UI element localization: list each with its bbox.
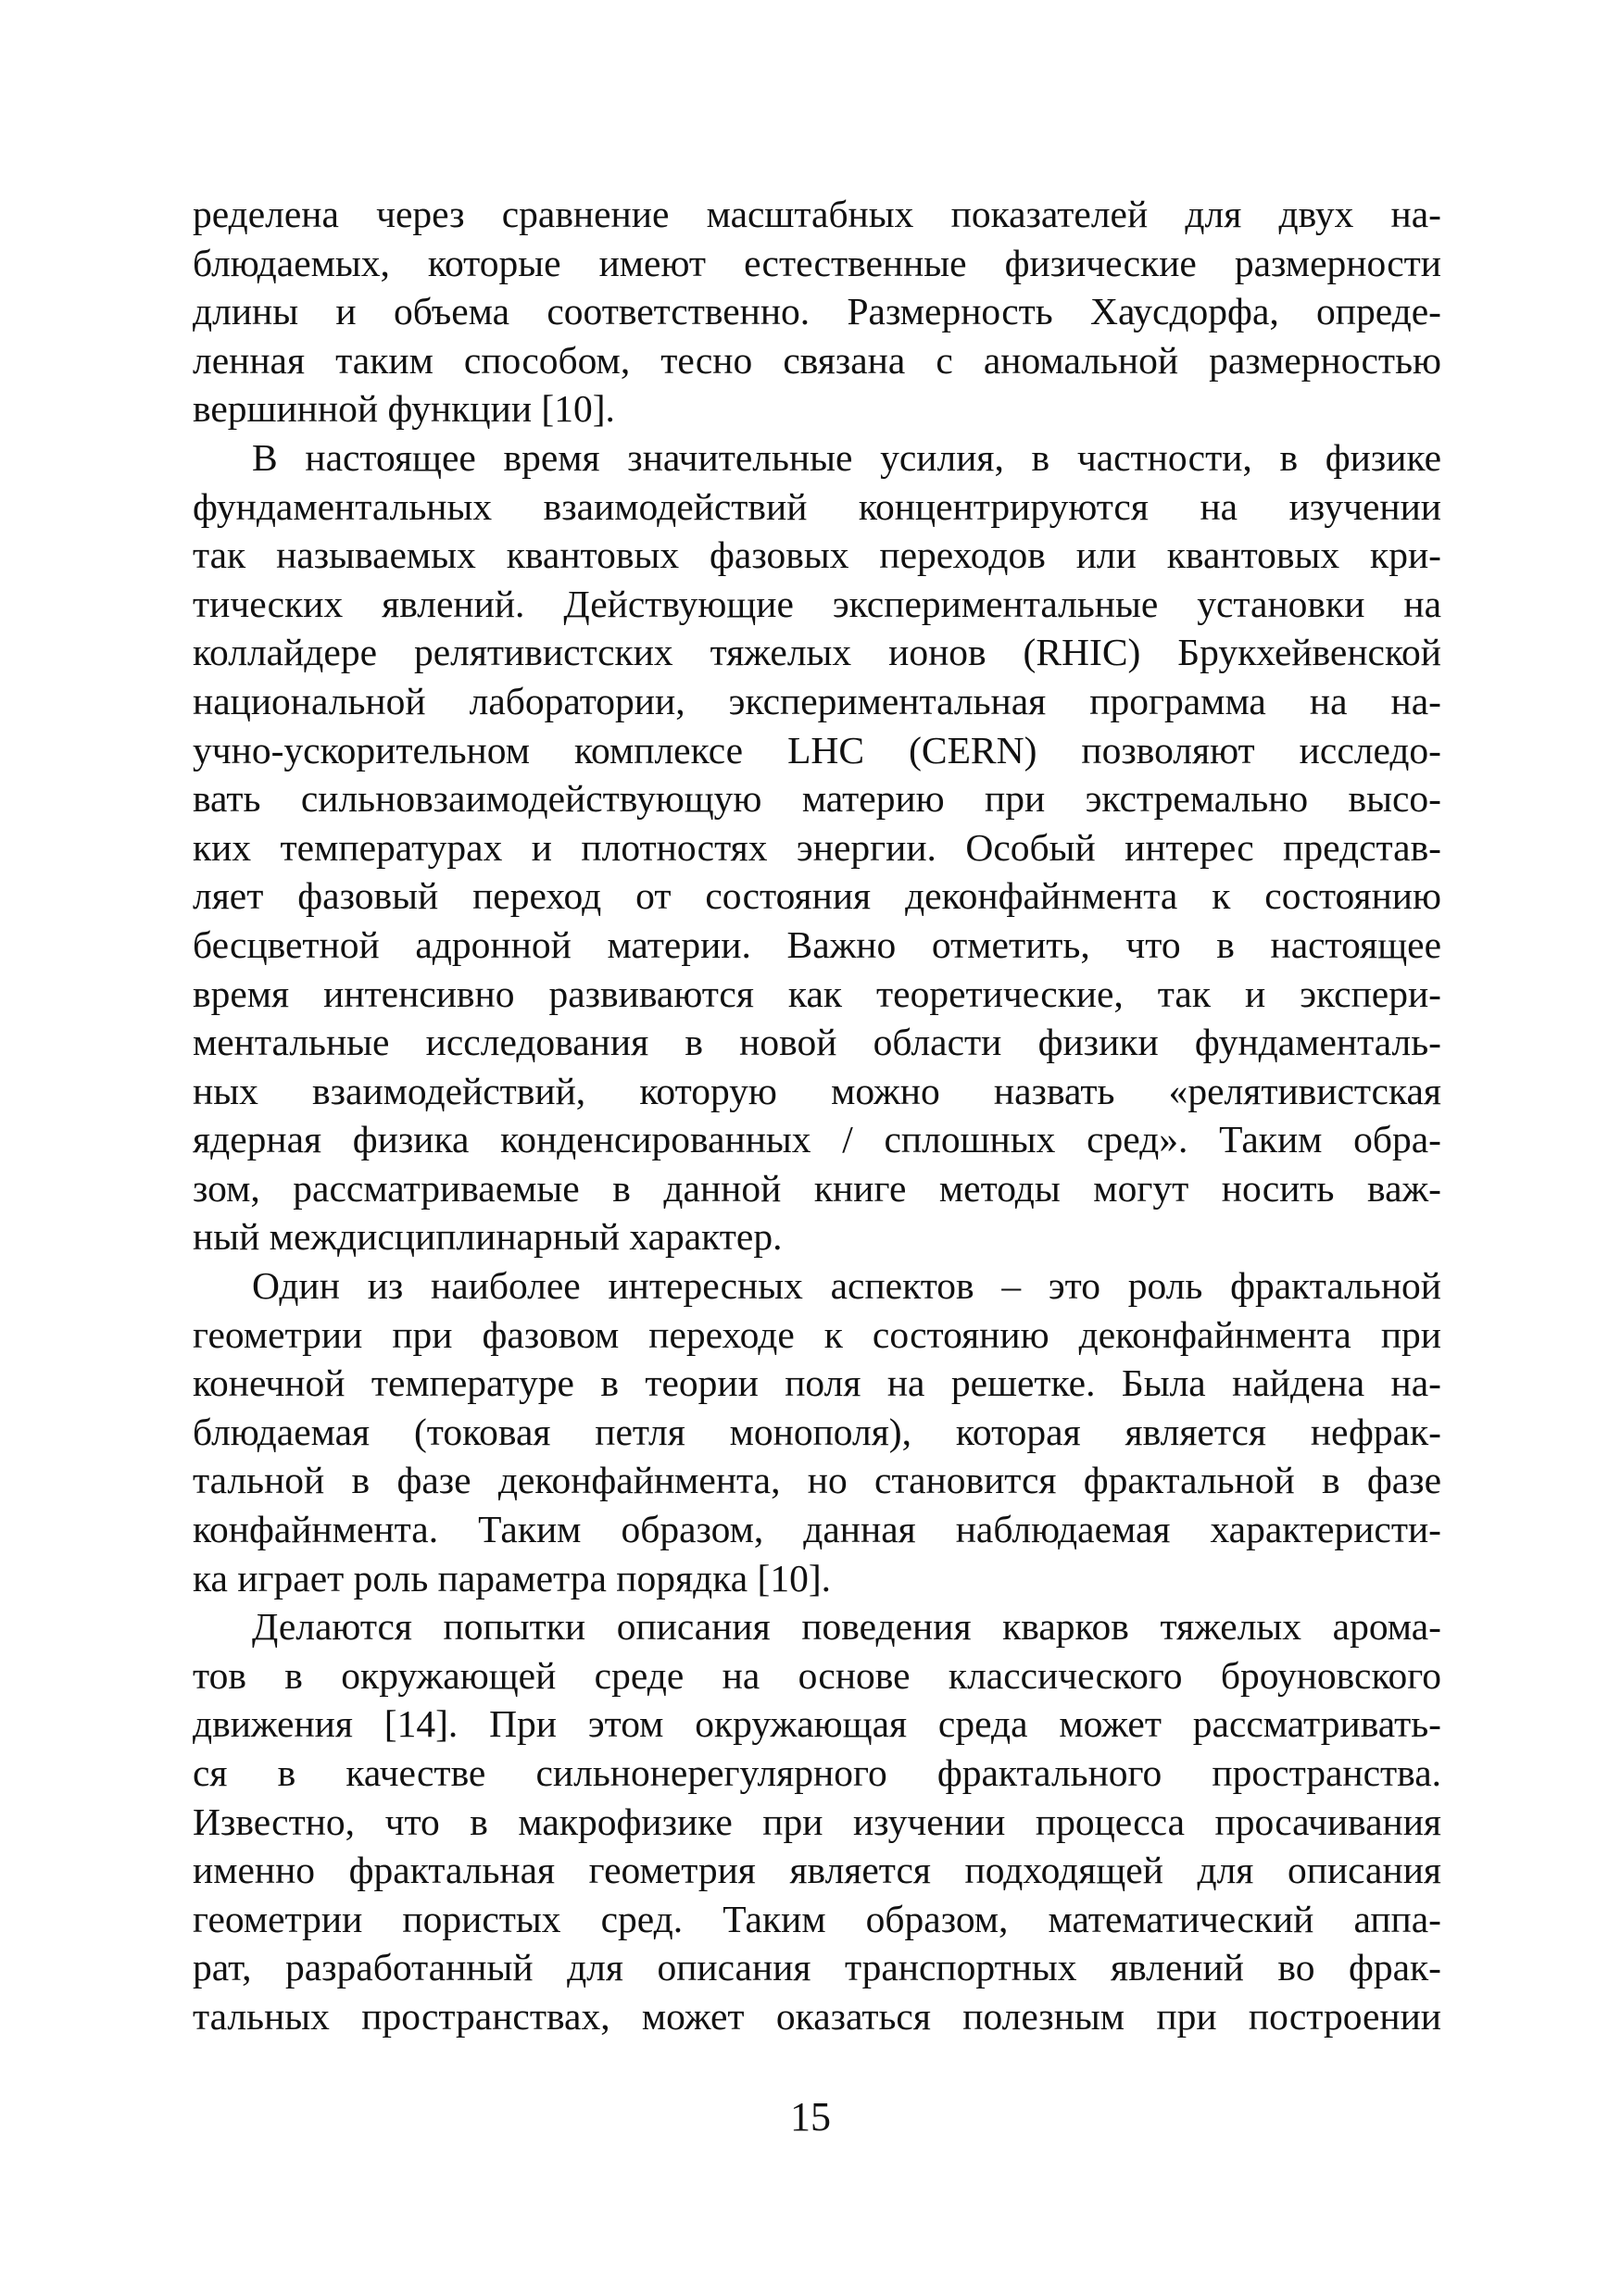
text-line: ядерная физика конденсированных / сплошных сред». Таким обра-	[193, 1118, 1441, 1161]
text-line: тальной в фазе деконфайнмента, но становится фрактальной в фазе	[193, 1459, 1441, 1502]
text-line: Один из наиболее интересных аспектов – это роль фрактальной	[252, 1264, 1441, 1308]
text-line: бесцветной адронной материи. Важно отметить, что в настоящее	[193, 922, 1441, 966]
text-line: ределена через сравнение масштабных показателей для двух на-	[193, 193, 1441, 235]
paragraph	[193, 1602, 1441, 2040]
text-line: ный междисциплинарный характер.	[193, 1215, 783, 1259]
text-line: рат, разработанный для описания транспортных явлений во фрак-	[193, 1946, 1441, 1989]
text-line: тических явлений. Действующие экспериментальные установки на	[193, 582, 1441, 625]
text-line: зом, рассматриваемые в данной книге методы могут носить важ-	[193, 1166, 1441, 1210]
text-line: так называемых квантовых фазовых переходов или квантовых кри-	[193, 533, 1441, 577]
text-line: Известно, что в макрофизике при изучении процесса просачивания	[193, 1800, 1441, 1843]
text-line: тальных пространствах, может оказаться полезным при построении	[193, 1994, 1441, 2038]
text-line: тов в окружающей среде на основе классического броуновского	[193, 1653, 1441, 1697]
paragraph	[193, 190, 1441, 433]
text-line: блюдаемая (токовая петля монополя), которая является нефрак-	[193, 1410, 1441, 1453]
text-line: учно-ускорительном комплексе LHC (CERN) позволяют исследо-	[193, 728, 1441, 772]
text-line: фундаментальных взаимодействий концентрируются на изучении	[193, 484, 1441, 528]
text-line: время интенсивно развиваются как теоретические, так и экспери-	[193, 972, 1441, 1015]
text-line: ка играет роль параметра порядка [10].	[193, 1556, 832, 1600]
text-line: длины и объема соответственно. Размерность Хаусдорфа, опреде-	[193, 290, 1441, 333]
page-number: 15	[790, 2094, 831, 2139]
text-line: коллайдере релятивистских тяжелых ионов (RHIC) Брукхейвенской	[193, 631, 1441, 674]
text-line: движения [14]. При этом окружающая среда может рассматривать-	[193, 1702, 1441, 1746]
text-line: вать сильновзаимодействующую материю при экстремально высо-	[193, 777, 1441, 821]
text-line: Делаются попытки описания поведения кварков тяжелых арома-	[252, 1605, 1441, 1649]
text-line: геометрии при фазовом переходе к состоянию деконфайнмента при	[193, 1312, 1441, 1356]
body-text	[193, 190, 1441, 2041]
text-line: ких температурах и плотностях энергии. Особый интерес представ-	[193, 825, 1441, 869]
text-line: В настоящее время значительные усилия, в частности, в физике	[252, 435, 1441, 479]
text-line: конфайнмента. Таким образом, данная наблюдаемая характеристи-	[193, 1508, 1441, 1551]
paragraph	[193, 433, 1441, 1261]
text-line: именно фрактальная геометрия является подходящей для описания	[193, 1849, 1441, 1892]
text-line: конечной температуре в теории поля на решетке. Была найдена на-	[193, 1361, 1441, 1405]
text-line: блюдаемых, которые имеют естественные физические размерности	[193, 241, 1441, 284]
paragraph	[193, 1261, 1441, 1602]
text-line: геометрии пористых сред. Таким образом, математический аппа-	[193, 1897, 1441, 1940]
text-line: вершинной функции [10].	[193, 387, 615, 431]
text-line: ляет фазовый переход от состояния деконфайнмента к состоянию	[193, 874, 1441, 918]
text-line: ленная таким способом, тесно связана с аномальной размерностью	[193, 338, 1441, 382]
text-line: национальной лаборатории, экспериментальная программа на на-	[193, 679, 1441, 722]
text-line: ментальные исследования в новой области физики фундаменталь-	[193, 1021, 1441, 1064]
text-line: ных взаимодействий, которую можно назвать «релятивистская	[193, 1069, 1441, 1112]
text-line: ся в качестве сильнонерегулярного фрактального пространства.	[193, 1751, 1441, 1794]
